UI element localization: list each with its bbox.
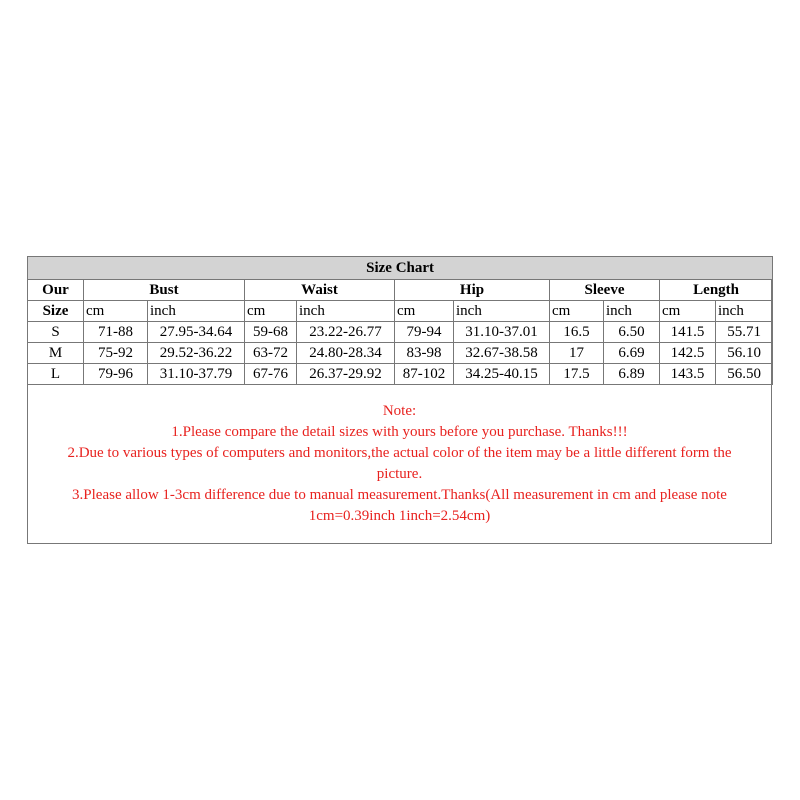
size-cell: L xyxy=(28,364,84,385)
sleeve-cm-cell: 17 xyxy=(550,343,604,364)
bust-cm-cell: 75-92 xyxy=(84,343,148,364)
table-row xyxy=(28,364,773,385)
unit-label: inch xyxy=(454,301,550,322)
size-cell: M xyxy=(28,343,84,364)
length-cm-cell: 142.5 xyxy=(660,343,716,364)
hip-cm-cell: 79-94 xyxy=(395,322,454,343)
table-row xyxy=(28,343,773,364)
table-row xyxy=(28,322,773,343)
length-header: Length xyxy=(660,280,773,301)
title-row xyxy=(28,257,773,280)
our-header: Our xyxy=(28,280,84,301)
unit-label: cm xyxy=(84,301,148,322)
unit-label: inch xyxy=(604,301,660,322)
hip-inch-cell: 31.10-37.01 xyxy=(454,322,550,343)
waist-inch-cell: 23.22-26.77 xyxy=(297,322,395,343)
hip-cm-cell: 87-102 xyxy=(395,364,454,385)
header-row xyxy=(28,280,773,301)
sleeve-inch-cell: 6.50 xyxy=(604,322,660,343)
sleeve-cm-cell: 17.5 xyxy=(550,364,604,385)
hip-inch-cell: 34.25-40.15 xyxy=(454,364,550,385)
bust-inch-cell: 29.52-36.22 xyxy=(148,343,245,364)
waist-cm-cell: 67-76 xyxy=(245,364,297,385)
note-line-3a: 3.Please allow 1-3cm difference due to manual measurement.Thanks(All measurement in cm and please note xyxy=(72,487,727,503)
waist-cm-cell: 59-68 xyxy=(245,322,297,343)
bust-inch-cell: 27.95-34.64 xyxy=(148,322,245,343)
waist-inch-cell: 26.37-29.92 xyxy=(297,364,395,385)
unit-label: inch xyxy=(716,301,773,322)
bust-inch-cell: 31.10-37.79 xyxy=(148,364,245,385)
length-inch-cell: 56.50 xyxy=(716,364,773,385)
unit-label: cm xyxy=(395,301,454,322)
note-heading: Note: xyxy=(382,403,417,419)
note-line-2b: picture. xyxy=(376,466,423,482)
note-line-2a: 2.Due to various types of computers and monitors,the actual color of the item may be a little different form the xyxy=(67,445,732,461)
unit-label: cm xyxy=(245,301,297,322)
length-inch-cell: 55.71 xyxy=(716,322,773,343)
sleeve-header: Sleeve xyxy=(550,280,660,301)
size-chart xyxy=(27,256,772,544)
waist-inch-cell: 24.80-28.34 xyxy=(297,343,395,364)
unit-label: inch xyxy=(297,301,395,322)
unit-label: inch xyxy=(148,301,245,322)
hip-inch-cell: 32.67-38.58 xyxy=(454,343,550,364)
size-table xyxy=(27,256,773,385)
length-cm-cell: 143.5 xyxy=(660,364,716,385)
chart-title: Size Chart xyxy=(28,257,773,280)
unit-label: cm xyxy=(660,301,716,322)
note-line-1: 1.Please compare the detail sizes with yours before you purchase. Thanks!!! xyxy=(171,424,628,440)
notes-section xyxy=(28,401,771,527)
length-inch-cell: 56.10 xyxy=(716,343,773,364)
unit-label: cm xyxy=(550,301,604,322)
unit-row xyxy=(28,301,773,322)
hip-cm-cell: 83-98 xyxy=(395,343,454,364)
length-cm-cell: 141.5 xyxy=(660,322,716,343)
size-header: Size xyxy=(28,301,84,322)
note-line-3b: 1cm=0.39inch 1inch=2.54cm) xyxy=(308,508,491,524)
bust-cm-cell: 79-96 xyxy=(84,364,148,385)
waist-header: Waist xyxy=(245,280,395,301)
bust-cm-cell: 71-88 xyxy=(84,322,148,343)
size-cell: S xyxy=(28,322,84,343)
sleeve-inch-cell: 6.69 xyxy=(604,343,660,364)
waist-cm-cell: 63-72 xyxy=(245,343,297,364)
bust-header: Bust xyxy=(84,280,245,301)
sleeve-cm-cell: 16.5 xyxy=(550,322,604,343)
hip-header: Hip xyxy=(395,280,550,301)
sleeve-inch-cell: 6.89 xyxy=(604,364,660,385)
